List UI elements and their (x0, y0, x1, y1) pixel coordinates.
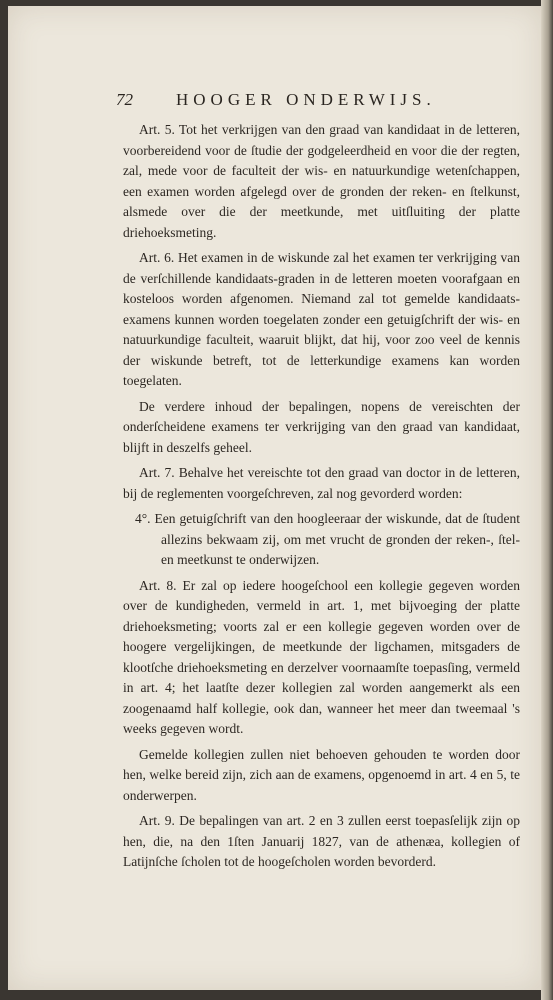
paragraph-kollegien: Gemelde kollegien zullen niet behoeven gehouden te worden door hen, welke bereid zijn, zich aan de examens, opgenoemd in art. 4 en 5, te onderwerpen. (123, 746, 520, 803)
list-item-4: 4°. Een getuigſchrift van den hoogleeraar der wiskunde, dat de ſtudent allezins bekwaam zij, om met vrucht de gronden der reken-, ſtel- en meetkunst te onderwijzen. (135, 511, 520, 567)
paragraph-kandidaat: De verdere inhoud der bepalingen, nopens de vereischten der onderſcheidene examens ter verkrijging van den graad van kandidaat, blijft in deszelfs geheel. (123, 398, 520, 455)
paragraph-art-8: Art. 8. Er zal op iedere hoogeſchool een kollegie gegeven worden over de kundigheden, vermeld in art. 1, met bijvoeging der platte driehoeksmeting; voorts zal er een kollegie gegeven worden over de hoogere vergelijkingen, de meetkunde der ligchamen, mitsgaders de klootſche driehoeksmeting en derzelver voornaamſte toepasſing, vermeld in art. 4; het laatſte dezer kollegien zal worden aangemerkt als een zoogenaamd half kollegie, ook dan, wanneer het meer dan tweemaal 's weeks gegeven wordt. (123, 577, 520, 736)
paragraph-art-6: Art. 6. Het examen in de wiskunde zal het examen ter verkrijging van de verſchillende kandidaats-graden in de letteren moeten voorafgaan en kosteloos worden afgenomen. Niemand zal tot gemelde kandidaats-examens kunnen worden toegelaten zonder een getuigſchrift der wis- en natuurkundige faculteit, waaruit blijkt, dat hij, voor zoo veel de kennis der wiskunde betreft, tot de letterkundige examens kan worden toegelaten. (123, 250, 520, 388)
book-page (8, 6, 541, 990)
page-edge (541, 0, 553, 1000)
body-text (123, 120, 520, 878)
page-number: 72 (116, 90, 133, 109)
paragraph-art-5: Art. 5. Tot het verkrijgen van den graad van kandidaat in de letteren, voorbereidend voor de ſtudie der godgeleerdheid en voor die der regten, zal, mede voor de faculteit der wis- en natuurkundige wetenſchappen, een examen worden afgelegd over de gronden der reken- en ſtelkunst, alsmede over die der meetkunde, met uitſluiting der platte driehoeksmeting. (123, 122, 520, 240)
page-header (116, 90, 476, 112)
running-head: HOOGER ONDERWIJS. (176, 90, 436, 109)
paragraph-art-7: Art. 7. Behalve het vereischte tot den graad van doctor in de letteren, bij de reglementen voorgeſchreven, zal nog gevorderd worden: (123, 465, 520, 501)
paragraph-art-9: Art. 9. De bepalingen van art. 2 en 3 zullen eerst toepasſelijk zijn op hen, die, na den 1ſten Januarij 1827, van de athenæa, kollegien of Latijnſche ſcholen tot de hoogeſcholen worden bevorderd. (123, 813, 520, 869)
